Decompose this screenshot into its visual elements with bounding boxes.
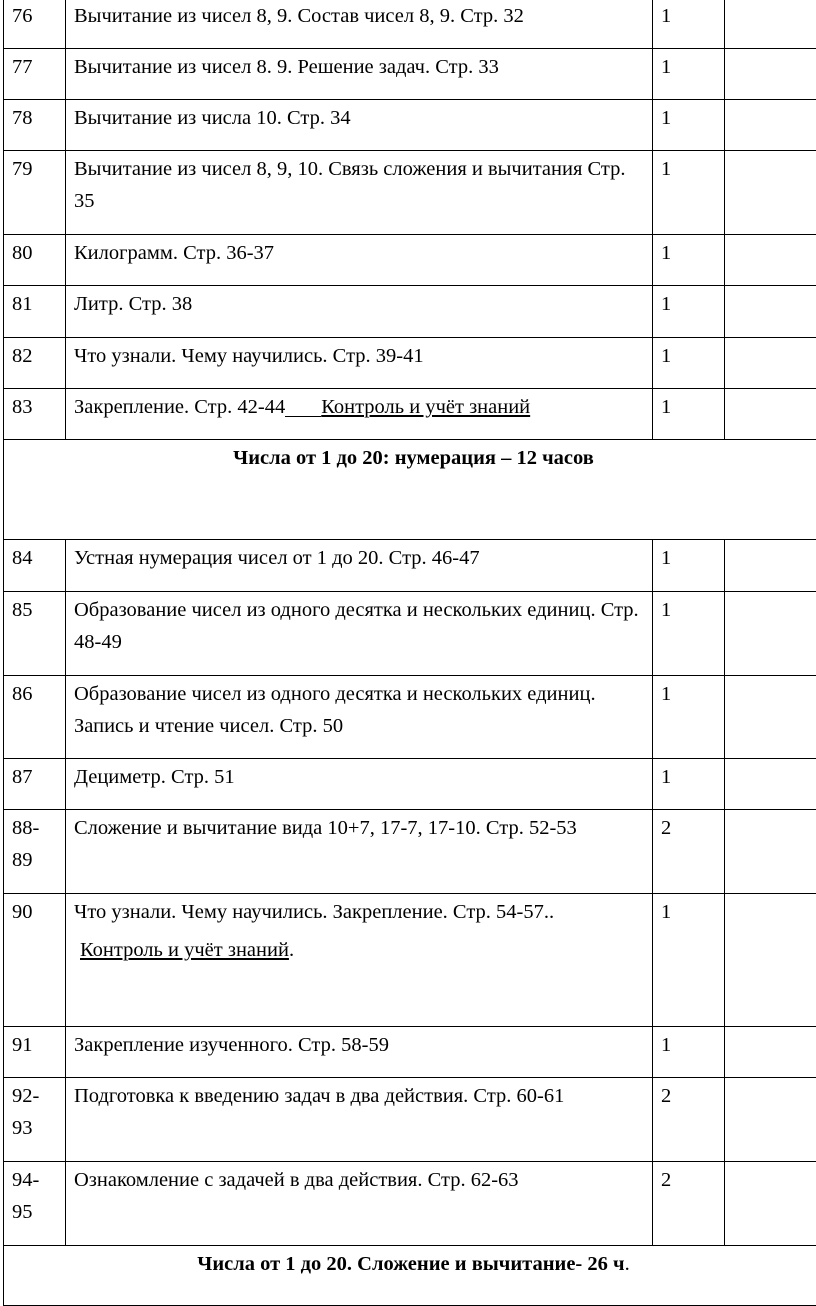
lesson-number: 87 — [4, 759, 66, 810]
lesson-date-cell — [725, 338, 816, 389]
lesson-number: 82 — [4, 338, 66, 389]
lesson-topic: Вычитание из чисел 8, 9. Состав чисел 8, 9. Стр. 32 — [66, 0, 653, 49]
lesson-date-cell — [725, 100, 816, 151]
table-row — [4, 1162, 816, 1246]
lesson-date-cell — [725, 1162, 816, 1246]
lesson-topic: Ознакомление с задачей в два действия. Стр. 62-63 — [66, 1162, 653, 1246]
table-row — [4, 894, 816, 1027]
table-row — [4, 810, 816, 894]
table-row — [4, 1027, 816, 1078]
lesson-number: 94-95 — [4, 1162, 66, 1246]
lesson-hours: 1 — [653, 540, 725, 592]
lesson-hours: 1 — [653, 338, 725, 389]
lesson-number: 90 — [4, 894, 66, 1027]
lesson-date-cell — [725, 389, 816, 440]
lesson-date-cell — [725, 286, 816, 338]
lesson-number: 83 — [4, 389, 66, 440]
lesson-number: 77 — [4, 49, 66, 100]
lesson-hours: 1 — [653, 592, 725, 676]
section-heading: Числа от 1 до 20: нумерация – 12 часов — [4, 440, 816, 540]
control-note: Контроль и учёт знаний — [80, 939, 289, 961]
table-row — [4, 0, 816, 49]
table-row — [4, 540, 816, 592]
lesson-number: 91 — [4, 1027, 66, 1078]
lesson-hours: 1 — [653, 1027, 725, 1078]
lesson-topic: Вычитание из числа 10. Стр. 34 — [66, 100, 653, 151]
section-heading-text: Числа от 1 до 20. Сложение и вычитание- 26 ч — [197, 1253, 624, 1275]
lesson-topic: Подготовка к введению задач в два действия. Стр. 60-61 — [66, 1078, 653, 1162]
lesson-number: 81 — [4, 286, 66, 338]
table-row — [4, 759, 816, 810]
lesson-hours: 1 — [653, 0, 725, 49]
control-line — [74, 934, 646, 966]
lesson-number: 78 — [4, 100, 66, 151]
lesson-hours: 1 — [653, 286, 725, 338]
section-heading-suffix: . — [625, 1253, 630, 1275]
table-row — [4, 1078, 816, 1162]
lesson-hours: 1 — [653, 235, 725, 286]
lesson-topic: Килограмм. Стр. 36-37 — [66, 235, 653, 286]
table-row — [4, 338, 816, 389]
lesson-date-cell — [725, 1027, 816, 1078]
lesson-date-cell — [725, 592, 816, 676]
lesson-hours: 1 — [653, 49, 725, 100]
table-row — [4, 286, 816, 338]
lesson-number: 92-93 — [4, 1078, 66, 1162]
control-suffix: . — [289, 939, 294, 961]
lesson-date-cell — [725, 676, 816, 759]
lesson-topic — [66, 894, 653, 1027]
lesson-date-cell — [725, 1078, 816, 1162]
lesson-date-cell — [725, 894, 816, 1027]
lesson-topic — [66, 389, 653, 440]
lesson-hours: 2 — [653, 1162, 725, 1246]
lesson-date-cell — [725, 759, 816, 810]
lesson-number: 80 — [4, 235, 66, 286]
lesson-topic: Вычитание из чисел 8. 9. Решение задач. Стр. 33 — [66, 49, 653, 100]
section-heading — [4, 1246, 816, 1306]
lesson-topic: Устная нумерация чисел от 1 до 20. Стр. 46-47 — [66, 540, 653, 592]
lesson-date-cell — [725, 151, 816, 235]
lesson-date-cell — [725, 810, 816, 894]
table-row — [4, 100, 816, 151]
lesson-number: 85 — [4, 592, 66, 676]
lesson-number: 86 — [4, 676, 66, 759]
lesson-number: 88-89 — [4, 810, 66, 894]
control-note: Контроль и учёт знаний — [321, 396, 530, 418]
lesson-topic: Закрепление изученного. Стр. 58-59 — [66, 1027, 653, 1078]
table-row — [4, 49, 816, 100]
lesson-hours: 2 — [653, 1078, 725, 1162]
lesson-topic: Вычитание из чисел 8, 9, 10. Связь сложения и вычитания Стр. 35 — [66, 151, 653, 235]
section-row — [4, 1246, 816, 1306]
underline-gap — [285, 396, 321, 417]
lesson-hours: 1 — [653, 894, 725, 1027]
lesson-date-cell — [725, 49, 816, 100]
lesson-topic: Образование чисел из одного десятка и нескольких единиц. Стр. 48-49 — [66, 592, 653, 676]
lesson-topic: Образование чисел из одного десятка и нескольких единиц. Запись и чтение чисел. Стр. 50 — [66, 676, 653, 759]
table-row — [4, 235, 816, 286]
lesson-number: 84 — [4, 540, 66, 592]
lesson-topic-text: Что узнали. Чему научились. Закрепление. Стр. 54-57.. — [74, 901, 554, 923]
lesson-topic: Дециметр. Стр. 51 — [66, 759, 653, 810]
lesson-number: 79 — [4, 151, 66, 235]
lesson-date-cell — [725, 0, 816, 49]
lesson-topic: Что узнали. Чему научились. Стр. 39-41 — [66, 338, 653, 389]
table-row — [4, 592, 816, 676]
table-row — [4, 676, 816, 759]
lesson-number: 76 — [4, 0, 66, 49]
lesson-hours: 1 — [653, 151, 725, 235]
lesson-topic: Литр. Стр. 38 — [66, 286, 653, 338]
table-row — [4, 389, 816, 440]
lesson-hours: 2 — [653, 810, 725, 894]
lesson-hours: 1 — [653, 759, 725, 810]
lesson-hours: 1 — [653, 100, 725, 151]
lesson-date-cell — [725, 540, 816, 592]
lesson-topic: Сложение и вычитание вида 10+7, 17-7, 17-10. Стр. 52-53 — [66, 810, 653, 894]
table-row — [4, 151, 816, 235]
lesson-date-cell — [725, 235, 816, 286]
lesson-plan-table — [3, 0, 816, 1306]
section-row — [4, 440, 816, 540]
lesson-topic-text: Закрепление. Стр. 42-44 — [74, 396, 285, 418]
lesson-hours: 1 — [653, 389, 725, 440]
lesson-hours: 1 — [653, 676, 725, 759]
